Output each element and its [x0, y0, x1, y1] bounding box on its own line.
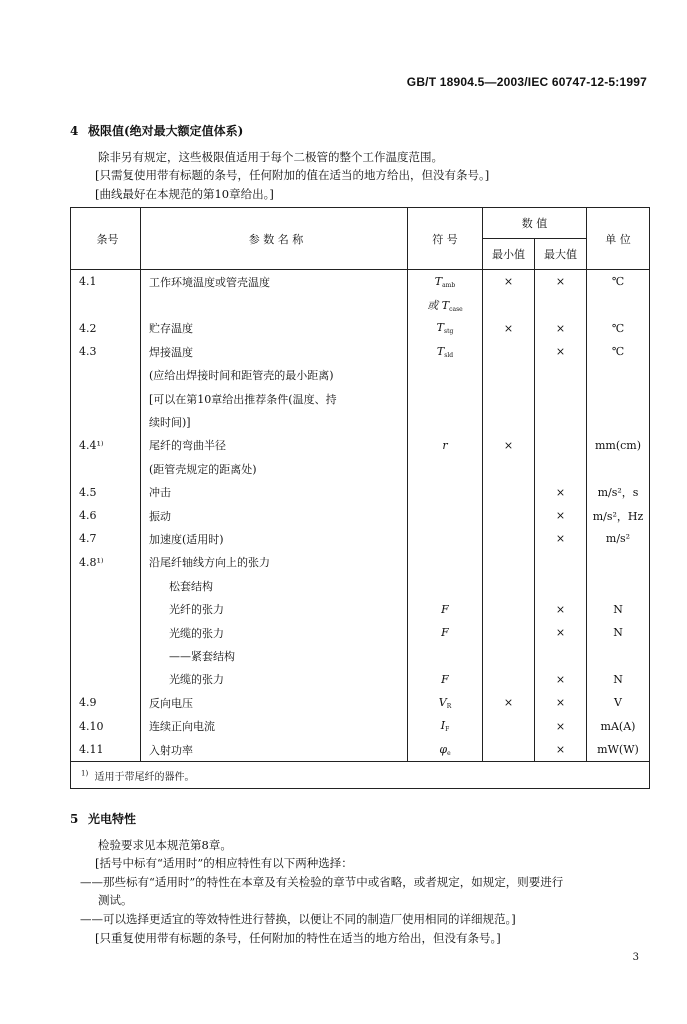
row-max — [535, 481, 587, 504]
row-max — [535, 597, 587, 620]
row-unit-text: ℃ — [611, 275, 625, 289]
row-symbol — [408, 551, 483, 574]
row-symbol — [408, 410, 483, 433]
row-clause — [71, 644, 141, 667]
section-5-para-1: 检验要求见本规范第8章。 — [98, 838, 232, 852]
row-parameter-text: ——紧套结构 — [169, 649, 235, 663]
row-symbol — [408, 293, 483, 316]
row-symbol-subscript: stg — [444, 328, 454, 336]
section-4-heading — [70, 122, 243, 139]
row-unit-text: m/s²，s — [597, 486, 639, 500]
row-unit — [587, 293, 650, 316]
row-unit — [587, 738, 650, 762]
row-parameter — [141, 551, 408, 574]
row-max-text: × — [555, 743, 566, 756]
row-symbol — [408, 644, 483, 667]
row-clause — [71, 270, 141, 294]
row-symbol-text: F — [441, 626, 449, 640]
row-clause-text: 4.2 — [79, 321, 97, 335]
row-symbol — [408, 691, 483, 714]
row-max — [535, 317, 587, 340]
row-min — [483, 574, 535, 597]
row-clause — [71, 597, 141, 620]
row-max — [535, 504, 587, 527]
row-parameter — [141, 270, 408, 294]
row-symbol-text: 或 T — [427, 299, 450, 313]
row-symbol-subscript: case — [449, 306, 463, 314]
section-4-para-2: [只需复使用带有标题的条号，任何附加的值在适当的地方给出，但没有条号。] — [95, 168, 490, 182]
row-unit — [587, 434, 650, 457]
row-symbol — [408, 668, 483, 691]
row-min — [483, 668, 535, 691]
row-parameter-text: 松套结构 — [169, 579, 213, 593]
section-4-number: 4 — [70, 124, 79, 138]
row-min — [483, 317, 535, 340]
row-symbol-subscript: R — [446, 702, 452, 710]
row-symbol — [408, 387, 483, 410]
row-unit — [587, 410, 650, 433]
row-parameter — [141, 527, 408, 550]
footnote-mark: 1) — [81, 769, 89, 778]
row-parameter-text: 光缆的张力 — [169, 626, 224, 640]
row-parameter — [141, 410, 408, 433]
table-row — [71, 527, 650, 550]
table-row — [71, 293, 650, 316]
row-min — [483, 714, 535, 737]
row-max — [535, 714, 587, 737]
table-row — [71, 621, 650, 644]
row-unit-text: V — [614, 696, 622, 710]
row-unit-text: N — [613, 602, 623, 616]
row-unit-text: N — [613, 672, 623, 686]
header-min: 最小值 — [483, 239, 535, 270]
row-symbol — [408, 317, 483, 340]
row-max-text: × — [555, 321, 566, 335]
row-max-text: × — [555, 672, 566, 686]
row-parameter — [141, 504, 408, 527]
row-unit — [587, 481, 650, 504]
row-unit — [587, 597, 650, 620]
row-parameter-text: 光纤的张力 — [169, 603, 224, 617]
row-min-text: × — [503, 275, 514, 289]
row-parameter-text: 工作环境温度或管壳温度 — [149, 275, 270, 289]
row-unit — [587, 621, 650, 644]
row-symbol-text: V — [438, 695, 447, 709]
row-clause — [71, 527, 141, 550]
row-parameter — [141, 317, 408, 340]
row-max-text: × — [555, 345, 566, 359]
row-symbol-text: r — [442, 438, 448, 452]
row-max — [535, 270, 587, 294]
row-symbol — [408, 270, 483, 294]
table-body — [71, 270, 650, 762]
section-4-title: 极限值(绝对最大额定值体系) — [88, 124, 244, 138]
row-unit-text: N — [613, 626, 623, 640]
row-min — [483, 504, 535, 527]
row-clause — [71, 293, 141, 316]
row-min — [483, 597, 535, 620]
section-5-heading — [70, 810, 136, 827]
row-symbol-text: φ — [439, 742, 448, 756]
row-clause — [71, 504, 141, 527]
table-row — [71, 574, 650, 597]
row-symbol — [408, 738, 483, 762]
row-unit — [587, 270, 650, 294]
row-unit-text: ℃ — [611, 345, 625, 359]
row-min — [483, 364, 535, 387]
table-row — [71, 457, 650, 480]
row-parameter — [141, 574, 408, 597]
row-parameter-text: 焊接温度 — [149, 345, 193, 359]
table-footnote — [71, 762, 650, 789]
section-5-para-2: [括号中标有“适用时”的相应特性有以下两种选择： — [95, 856, 353, 870]
row-clause — [71, 481, 141, 504]
row-symbol — [408, 574, 483, 597]
table-row — [71, 364, 650, 387]
row-parameter — [141, 597, 408, 620]
row-max-text: × — [555, 719, 566, 733]
table-row — [71, 387, 650, 410]
row-symbol — [408, 481, 483, 504]
page-number: 3 — [632, 952, 639, 963]
row-max-text: × — [555, 509, 566, 523]
section-5-para-3: ——那些标有“适用时”的特性在本章及有关检验的章节中或省略，或者规定，如规定，则要进行 — [80, 875, 564, 889]
table-row — [71, 551, 650, 574]
row-symbol — [408, 434, 483, 457]
row-parameter-text: [可以在第10章给出推荐条件(温度、持 — [149, 392, 337, 406]
row-parameter — [141, 691, 408, 714]
row-symbol — [408, 597, 483, 620]
row-parameter — [141, 457, 408, 480]
header-parameter: 参 数 名 称 — [141, 208, 408, 270]
row-symbol — [408, 504, 483, 527]
row-parameter-text: 反向电压 — [149, 696, 193, 710]
row-unit — [587, 691, 650, 714]
row-symbol-text: T — [434, 274, 443, 288]
row-symbol — [408, 364, 483, 387]
row-parameter-text: 入射功率 — [149, 743, 193, 757]
row-min — [483, 387, 535, 410]
row-parameter-text: 冲击 — [149, 486, 171, 500]
row-min-text: × — [503, 321, 514, 335]
table-row — [71, 668, 650, 691]
row-clause-text: 4.6 — [79, 509, 97, 523]
table-row — [71, 738, 650, 762]
row-parameter-text: 续时间)] — [149, 416, 191, 430]
row-parameter — [141, 340, 408, 363]
row-symbol-subscript: e — [447, 749, 451, 757]
row-max — [535, 691, 587, 714]
table-row — [71, 410, 650, 433]
row-min — [483, 738, 535, 762]
table-row — [71, 691, 650, 714]
row-unit — [587, 340, 650, 363]
table-row — [71, 340, 650, 363]
row-parameter — [141, 714, 408, 737]
row-clause — [71, 434, 141, 457]
row-parameter-text: 贮存温度 — [149, 322, 193, 336]
row-unit — [587, 668, 650, 691]
row-clause — [71, 714, 141, 737]
row-parameter-text: 加速度(适用时) — [149, 532, 224, 546]
row-symbol-text: F — [441, 602, 449, 616]
row-symbol-text: T — [436, 321, 444, 335]
row-max-text: × — [555, 532, 566, 546]
row-parameter-text: 连续正向电流 — [149, 720, 215, 734]
row-max — [535, 410, 587, 433]
header-unit: 单 位 — [587, 208, 650, 270]
row-parameter-text: (应给出焊接时间和距管壳的最小距离) — [149, 369, 334, 383]
row-clause-text: 4.9 — [79, 696, 97, 710]
row-unit-text: m/s²，Hz — [592, 509, 644, 523]
row-clause — [71, 387, 141, 410]
row-max — [535, 457, 587, 480]
row-parameter-text: 沿尾纤轴线方向上的张力 — [149, 556, 270, 570]
row-max — [535, 434, 587, 457]
table-row — [71, 504, 650, 527]
row-unit — [587, 714, 650, 737]
row-max — [535, 293, 587, 316]
row-min — [483, 270, 535, 294]
row-max-text: × — [555, 275, 566, 289]
row-max — [535, 738, 587, 762]
row-min — [483, 340, 535, 363]
row-unit-text: m/s² — [605, 532, 631, 546]
table-row — [71, 270, 650, 294]
row-clause-text: 4.11 — [79, 743, 104, 756]
row-min — [483, 293, 535, 316]
row-symbol-subscript: amb — [442, 281, 456, 289]
limits-table — [70, 207, 650, 789]
row-parameter-text: 尾纤的弯曲半径 — [149, 439, 226, 453]
row-clause — [71, 691, 141, 714]
row-min — [483, 457, 535, 480]
row-unit — [587, 364, 650, 387]
row-clause-text: 4.10 — [79, 719, 104, 733]
row-min-text: × — [503, 696, 514, 710]
row-max — [535, 551, 587, 574]
row-parameter — [141, 364, 408, 387]
row-max — [535, 668, 587, 691]
row-parameter — [141, 738, 408, 762]
row-unit — [587, 551, 650, 574]
row-unit-text: mA(A) — [600, 719, 636, 733]
row-clause — [71, 738, 141, 762]
row-unit — [587, 527, 650, 550]
row-max — [535, 621, 587, 644]
row-symbol — [408, 457, 483, 480]
row-symbol-text: F — [441, 672, 449, 686]
table-row — [71, 644, 650, 667]
row-min — [483, 527, 535, 550]
row-symbol-subscript: sld — [444, 351, 454, 359]
row-parameter — [141, 644, 408, 667]
row-clause-text: 4.1 — [79, 275, 97, 289]
row-parameter — [141, 481, 408, 504]
table-row — [71, 597, 650, 620]
row-parameter — [141, 621, 408, 644]
header-max: 最大值 — [535, 239, 587, 270]
row-clause-text: 4.5 — [79, 485, 97, 499]
section-5-number: 5 — [70, 812, 79, 826]
row-clause — [71, 621, 141, 644]
table-row — [71, 317, 650, 340]
row-max-text: × — [555, 626, 566, 640]
row-min — [483, 551, 535, 574]
row-parameter — [141, 293, 408, 316]
row-symbol — [408, 621, 483, 644]
row-max — [535, 340, 587, 363]
row-symbol-text: I — [440, 719, 446, 733]
row-symbol-subscript: F — [445, 726, 450, 734]
row-clause-text: 4.3 — [79, 345, 97, 359]
document-header: GB/T 18904.5—2003/IEC 60747-12-5:1997 — [406, 75, 647, 89]
row-clause-text: 4.4¹⁾ — [79, 438, 104, 452]
table-row — [71, 481, 650, 504]
row-parameter-text: (距管壳规定的距离处) — [149, 462, 257, 476]
row-unit-text: ℃ — [611, 321, 625, 335]
row-max — [535, 387, 587, 410]
row-parameter — [141, 434, 408, 457]
row-clause — [71, 410, 141, 433]
row-symbol — [408, 340, 483, 363]
footnote-text: 适用于带尾纤的器件。 — [94, 771, 195, 783]
row-clause — [71, 551, 141, 574]
row-clause — [71, 574, 141, 597]
row-min — [483, 691, 535, 714]
row-clause-text: 4.8¹⁾ — [79, 555, 104, 569]
row-min — [483, 481, 535, 504]
row-min-text: × — [503, 438, 514, 452]
row-clause — [71, 364, 141, 387]
row-min — [483, 434, 535, 457]
row-unit-text: mW(W) — [597, 743, 639, 756]
row-max-text: × — [555, 602, 566, 616]
row-clause — [71, 340, 141, 363]
section-5-para-6: [只重复使用带有标题的条号，任何附加的特性在适当的地方给出，但没有条号。] — [95, 931, 501, 945]
row-unit-text: mm(cm) — [594, 438, 642, 452]
row-max — [535, 574, 587, 597]
row-clause — [71, 457, 141, 480]
row-unit — [587, 457, 650, 480]
row-max-text: × — [555, 485, 566, 499]
row-unit — [587, 317, 650, 340]
row-clause-text: 4.7 — [79, 532, 97, 546]
row-parameter — [141, 387, 408, 410]
section-5-para-5: ——可以选择更适宜的等效特性进行替换，以便让不同的制造厂使用相同的详细规范。] — [80, 912, 516, 926]
row-parameter — [141, 668, 408, 691]
row-clause — [71, 668, 141, 691]
header-values: 数 值 — [483, 208, 587, 239]
header-symbol: 符 号 — [408, 208, 483, 270]
row-parameter-text: 振动 — [149, 509, 171, 523]
row-unit — [587, 574, 650, 597]
header-clause: 条号 — [71, 208, 141, 270]
section-4-para-1: 除非另有规定，这些极限值适用于每个二极管的整个工作温度范围。 — [98, 150, 443, 164]
row-unit — [587, 504, 650, 527]
table-row — [71, 714, 650, 737]
row-min — [483, 621, 535, 644]
row-min — [483, 410, 535, 433]
section-4-para-3: [曲线最好在本规范的第10章给出。] — [95, 187, 274, 201]
row-symbol-text: T — [436, 344, 445, 358]
table-row — [71, 434, 650, 457]
section-5-para-4: 测试。 — [98, 893, 133, 907]
row-clause — [71, 317, 141, 340]
row-unit — [587, 644, 650, 667]
row-max — [535, 527, 587, 550]
section-5-title: 光电特性 — [88, 812, 137, 826]
row-unit — [587, 387, 650, 410]
row-parameter-text: 光缆的张力 — [169, 673, 224, 687]
row-symbol — [408, 527, 483, 550]
row-max — [535, 644, 587, 667]
row-max-text: × — [555, 696, 566, 710]
row-max — [535, 364, 587, 387]
row-min — [483, 644, 535, 667]
row-symbol — [408, 714, 483, 737]
